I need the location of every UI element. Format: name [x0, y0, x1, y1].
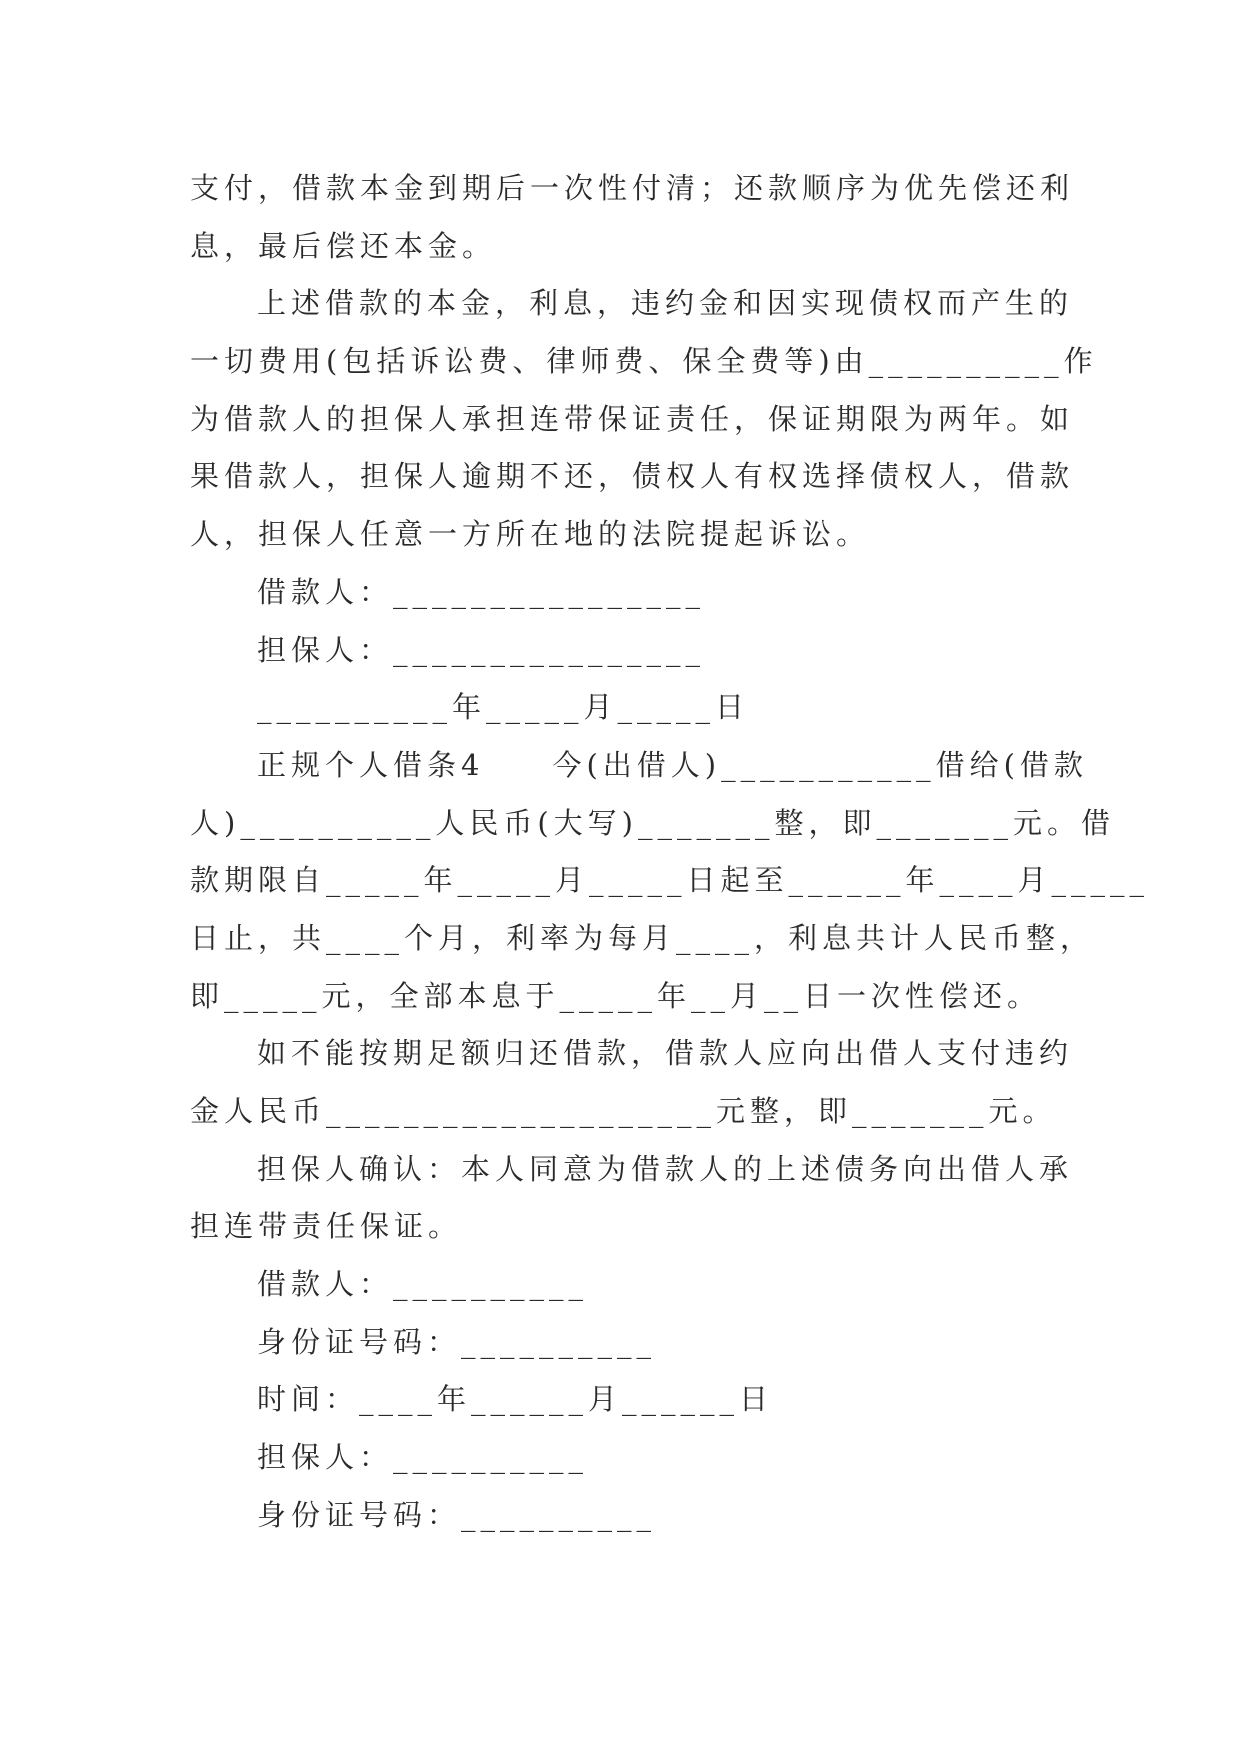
text-line: 日止，共____个月，利率为每月____，利息共计人民币整， [190, 920, 1095, 955]
text-line: 金人民币____________________元整，即_______元。 [190, 1094, 1057, 1128]
id-number-line: 身份证号码：__________ [257, 1324, 657, 1359]
text-line: 支付，借款本金到期后一次性付清；还款顺序为优先偿还利 [190, 171, 1075, 205]
text-line: 担保人确认：本人同意为借款人的上述债务向出借人承 [257, 1151, 1074, 1186]
text-line: 息，最后偿还本金。 [190, 228, 497, 263]
text-line: 人，担保人任意一方所在地的法院提起诉讼。 [190, 517, 871, 552]
borrower-signature-line: 借款人：__________ [257, 1267, 589, 1302]
text-line: 为借款人的担保人承担连带保证责任，保证期限为两年。如 [190, 401, 1075, 436]
time-line: 时间：____年______月______日 [257, 1382, 774, 1417]
borrower-signature-line: 借款人：________________ [257, 574, 706, 609]
text-line: 果借款人，担保人逾期不还，债权人有权选择债权人，借款 [190, 459, 1075, 494]
document-body [190, 160, 1150, 1545]
text-line: 正规个人借条4 今(出借人)___________借给(借款 [257, 747, 1088, 782]
text-line: 一切费用(包括诉讼费、律师费、保全费等)由__________作 [190, 344, 1098, 379]
text-line: 款期限自_____年_____月_____日起至______年____月_____ [190, 863, 1150, 898]
text-line: 担连带责任保证。 [190, 1209, 463, 1244]
text-line: 即_____元，全部本息于_____年__月__日一次性偿还。 [190, 978, 1042, 1013]
guarantor-signature-line: 担保人：__________ [257, 1440, 589, 1475]
text-line: 人)__________人民币(大写)_______整，即_______元。借 [190, 805, 1115, 840]
text-line: 如不能按期足额归还借款，借款人应向出借人支付违约 [257, 1036, 1074, 1071]
text-line: 上述借款的本金，利息，违约金和因实现债权而产生的 [257, 286, 1074, 321]
date-line: __________年_____月_____日 [257, 690, 750, 725]
id-number-line: 身份证号码：__________ [257, 1497, 657, 1532]
guarantor-signature-line: 担保人：________________ [257, 632, 706, 667]
